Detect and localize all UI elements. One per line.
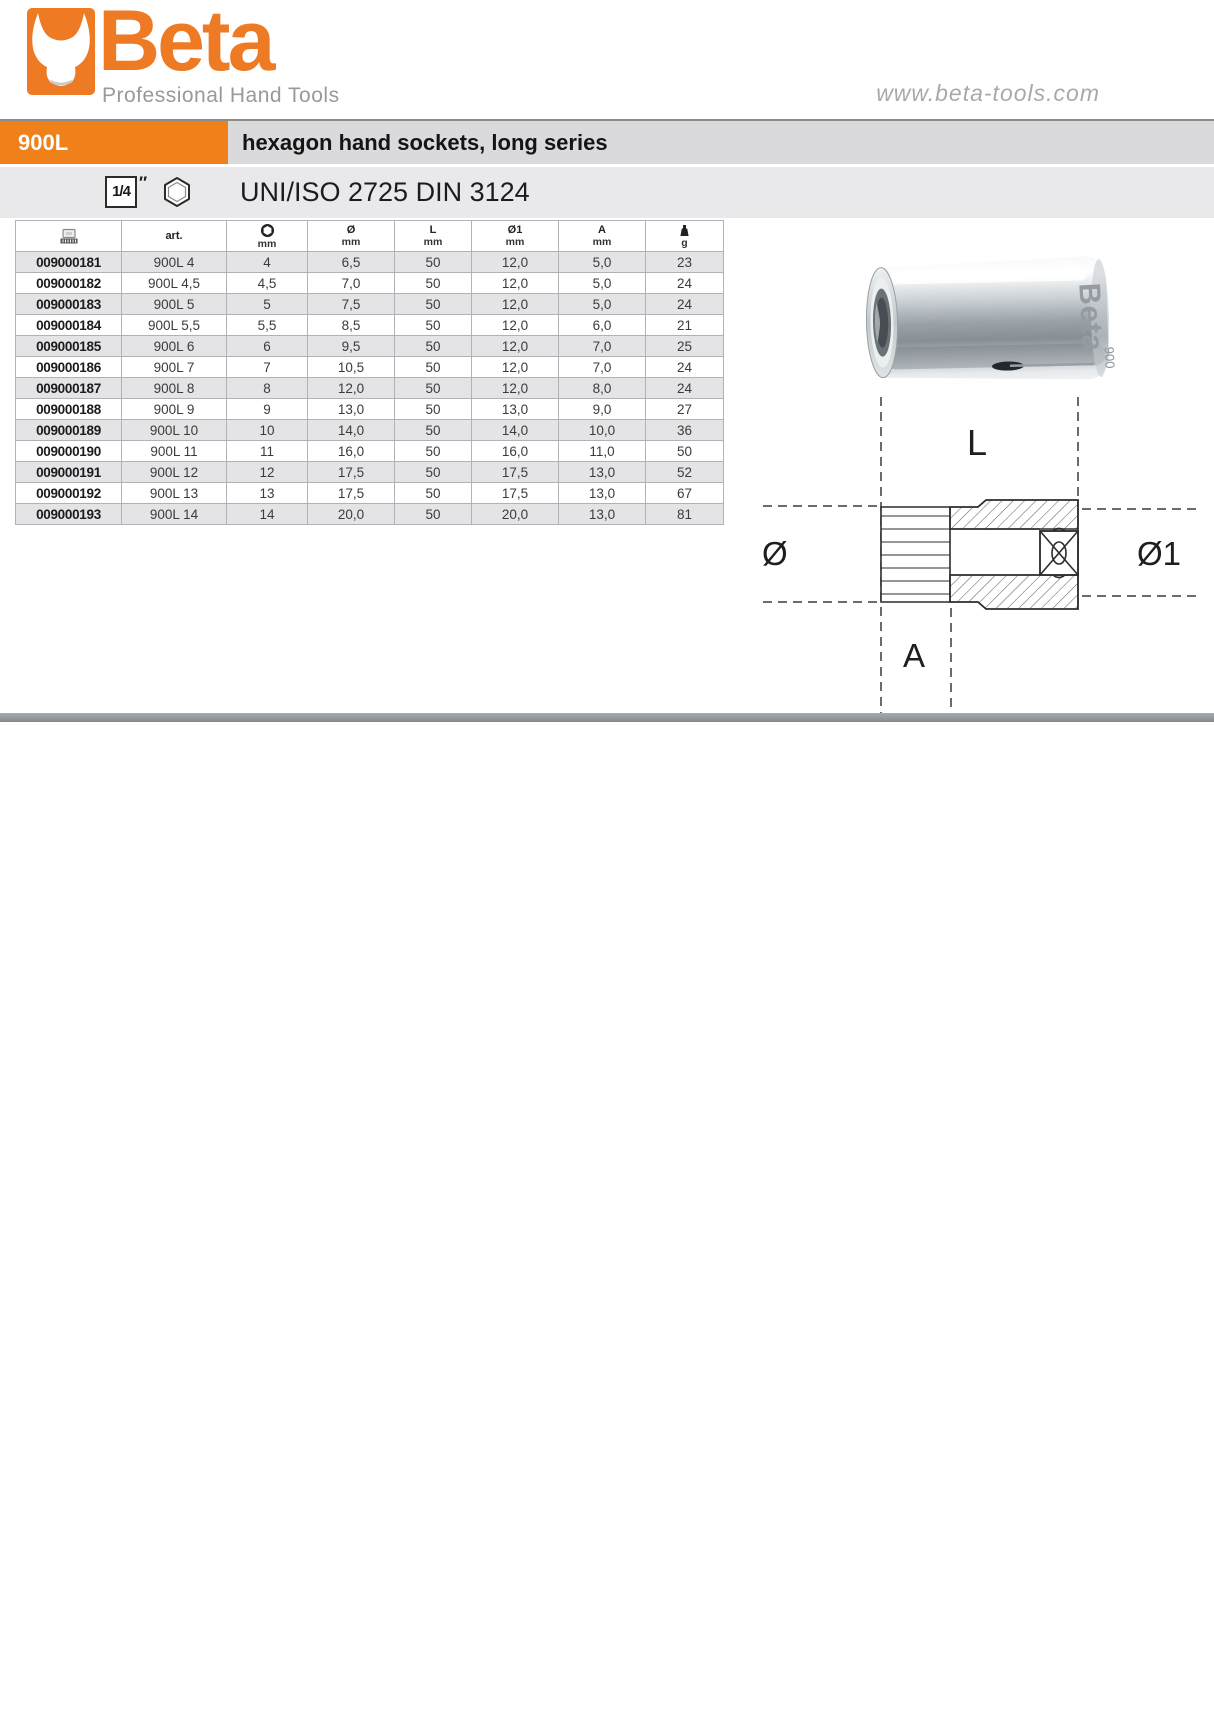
quarter-inch-drive-icon <box>105 176 137 208</box>
cell-diameter1: 16,0 <box>472 441 559 462</box>
cell-depth: 5,0 <box>559 294 646 315</box>
cell-code: 009000185 <box>16 336 122 357</box>
section-divider <box>0 713 1214 722</box>
photo-engraving-brand: Beta <box>1072 282 1110 353</box>
spec-table <box>15 220 724 525</box>
cell-length: 50 <box>395 441 472 462</box>
table-row <box>16 357 724 378</box>
cell-code: 009000189 <box>16 420 122 441</box>
table-row <box>16 336 724 357</box>
cell-diameter1: 12,0 <box>472 378 559 399</box>
cell-size: 11 <box>227 441 308 462</box>
cell-depth: 13,0 <box>559 462 646 483</box>
cell-size: 4,5 <box>227 273 308 294</box>
cell-size: 7 <box>227 357 308 378</box>
cell-diameter1: 12,0 <box>472 357 559 378</box>
cell-weight: 50 <box>646 441 724 462</box>
cell-depth: 7,0 <box>559 357 646 378</box>
cell-code: 009000183 <box>16 294 122 315</box>
cell-length: 50 <box>395 399 472 420</box>
cell-diameter: 20,0 <box>308 504 395 525</box>
cell-diameter: 10,5 <box>308 357 395 378</box>
cell-code: 009000191 <box>16 462 122 483</box>
cell-weight: 25 <box>646 336 724 357</box>
cell-diameter: 17,5 <box>308 483 395 504</box>
cell-length: 50 <box>395 273 472 294</box>
cell-depth: 6,0 <box>559 315 646 336</box>
cell-length: 50 <box>395 378 472 399</box>
cell-length: 50 <box>395 336 472 357</box>
cell-diameter1: 12,0 <box>472 315 559 336</box>
cell-length: 50 <box>395 504 472 525</box>
socket-face-icon <box>260 223 275 238</box>
cell-diameter: 14,0 <box>308 420 395 441</box>
table-row <box>16 441 724 462</box>
cell-size: 10 <box>227 420 308 441</box>
cell-depth: 5,0 <box>559 273 646 294</box>
cell-diameter: 17,5 <box>308 462 395 483</box>
column-header-length: L mm <box>395 221 472 252</box>
brand-name: Beta <box>98 0 273 89</box>
cell-weight: 36 <box>646 420 724 441</box>
cell-size: 12 <box>227 462 308 483</box>
cell-code: 009000192 <box>16 483 122 504</box>
cell-code: 009000193 <box>16 504 122 525</box>
diagram-label-outer-diameter: Ø <box>762 535 788 572</box>
cell-art: 900L 5 <box>122 294 227 315</box>
column-header-diameter1: Ø1 mm <box>472 221 559 252</box>
cell-code: 009000187 <box>16 378 122 399</box>
cell-diameter: 9,5 <box>308 336 395 357</box>
cell-weight: 24 <box>646 357 724 378</box>
cell-depth: 5,0 <box>559 252 646 273</box>
dimension-diagram <box>700 395 1214 720</box>
barcode-icon <box>59 228 79 245</box>
cell-length: 50 <box>395 252 472 273</box>
cell-diameter: 7,5 <box>308 294 395 315</box>
cell-weight: 81 <box>646 504 724 525</box>
cell-art: 900L 6 <box>122 336 227 357</box>
cell-depth: 13,0 <box>559 483 646 504</box>
page-title: hexagon hand sockets, long series <box>228 121 1214 164</box>
cell-diameter1: 12,0 <box>472 294 559 315</box>
cell-length: 50 <box>395 315 472 336</box>
cell-depth: 9,0 <box>559 399 646 420</box>
cell-code: 009000188 <box>16 399 122 420</box>
cell-diameter: 16,0 <box>308 441 395 462</box>
cell-art: 900L 5,5 <box>122 315 227 336</box>
spec-table-body <box>16 252 724 525</box>
website-url: www.beta-tools.com <box>876 80 1100 106</box>
cell-art: 900L 10 <box>122 420 227 441</box>
cell-code: 009000184 <box>16 315 122 336</box>
cell-size: 14 <box>227 504 308 525</box>
table-row <box>16 315 724 336</box>
cell-diameter1: 12,0 <box>472 273 559 294</box>
cell-diameter1: 14,0 <box>472 420 559 441</box>
cell-code: 009000181 <box>16 252 122 273</box>
cell-art: 900L 4,5 <box>122 273 227 294</box>
cell-code: 009000186 <box>16 357 122 378</box>
cell-diameter1: 12,0 <box>472 252 559 273</box>
table-row <box>16 504 724 525</box>
cell-weight: 24 <box>646 378 724 399</box>
cell-diameter1: 13,0 <box>472 399 559 420</box>
standards-strip <box>0 167 1214 218</box>
cell-diameter1: 17,5 <box>472 462 559 483</box>
column-header-size: mm <box>227 221 308 252</box>
cell-diameter: 7,0 <box>308 273 395 294</box>
cell-size: 4 <box>227 252 308 273</box>
diagram-label-hex-depth: A <box>902 637 926 674</box>
table-row <box>16 399 724 420</box>
cell-art: 900L 4 <box>122 252 227 273</box>
cell-size: 8 <box>227 378 308 399</box>
standard-text: UNI/ISO 2725 DIN 3124 <box>240 177 530 207</box>
cell-length: 50 <box>395 357 472 378</box>
cell-length: 50 <box>395 462 472 483</box>
cell-size: 6 <box>227 336 308 357</box>
cell-diameter: 6,5 <box>308 252 395 273</box>
photo-engraving-model: 900 <box>1101 346 1118 369</box>
cell-depth: 11,0 <box>559 441 646 462</box>
cell-weight: 52 <box>646 462 724 483</box>
cell-size: 5 <box>227 294 308 315</box>
cell-weight: 27 <box>646 399 724 420</box>
cell-weight: 23 <box>646 252 724 273</box>
cell-size: 5,5 <box>227 315 308 336</box>
inch-mark: ″ <box>139 173 148 192</box>
cell-diameter: 8,5 <box>308 315 395 336</box>
cell-length: 50 <box>395 483 472 504</box>
table-header-row <box>16 221 724 252</box>
table-row <box>16 273 724 294</box>
cell-art: 900L 8 <box>122 378 227 399</box>
cell-weight: 21 <box>646 315 724 336</box>
weight-icon <box>679 224 690 237</box>
table-row <box>16 420 724 441</box>
cell-length: 50 <box>395 294 472 315</box>
table-row <box>16 294 724 315</box>
diagram-label-outer-diameter-1: Ø1 <box>1137 535 1182 572</box>
cell-depth: 8,0 <box>559 378 646 399</box>
drive-size-label: 1/4 <box>112 183 130 200</box>
cell-weight: 24 <box>646 294 724 315</box>
series-code-banner: 900L <box>0 121 228 164</box>
cell-code: 009000182 <box>16 273 122 294</box>
cell-code: 009000190 <box>16 441 122 462</box>
cell-size: 13 <box>227 483 308 504</box>
hexagon-profile-icon <box>163 176 191 208</box>
cell-depth: 7,0 <box>559 336 646 357</box>
cell-depth: 10,0 <box>559 420 646 441</box>
table-row <box>16 483 724 504</box>
cell-diameter: 12,0 <box>308 378 395 399</box>
cell-art: 900L 7 <box>122 357 227 378</box>
table-row <box>16 252 724 273</box>
cell-art: 900L 14 <box>122 504 227 525</box>
brand-tagline: Professional Hand Tools <box>102 84 340 107</box>
cell-art: 900L 11 <box>122 441 227 462</box>
product-photo <box>802 246 1122 396</box>
table-row <box>16 378 724 399</box>
cell-diameter1: 20,0 <box>472 504 559 525</box>
cell-art: 900L 9 <box>122 399 227 420</box>
cell-weight: 67 <box>646 483 724 504</box>
cell-art: 900L 12 <box>122 462 227 483</box>
column-header-code <box>16 221 122 252</box>
cell-size: 9 <box>227 399 308 420</box>
beta-wrench-icon <box>27 8 95 95</box>
cell-diameter: 13,0 <box>308 399 395 420</box>
table-row <box>16 462 724 483</box>
cell-weight: 24 <box>646 273 724 294</box>
column-header-weight: g <box>646 221 724 252</box>
column-header-depth: A mm <box>559 221 646 252</box>
cell-diameter1: 17,5 <box>472 483 559 504</box>
cell-length: 50 <box>395 420 472 441</box>
column-header-art: art. <box>122 221 227 252</box>
cell-depth: 13,0 <box>559 504 646 525</box>
diagram-label-length: L <box>966 422 988 463</box>
cell-diameter1: 12,0 <box>472 336 559 357</box>
cell-art: 900L 13 <box>122 483 227 504</box>
column-header-diameter: Ø mm <box>308 221 395 252</box>
